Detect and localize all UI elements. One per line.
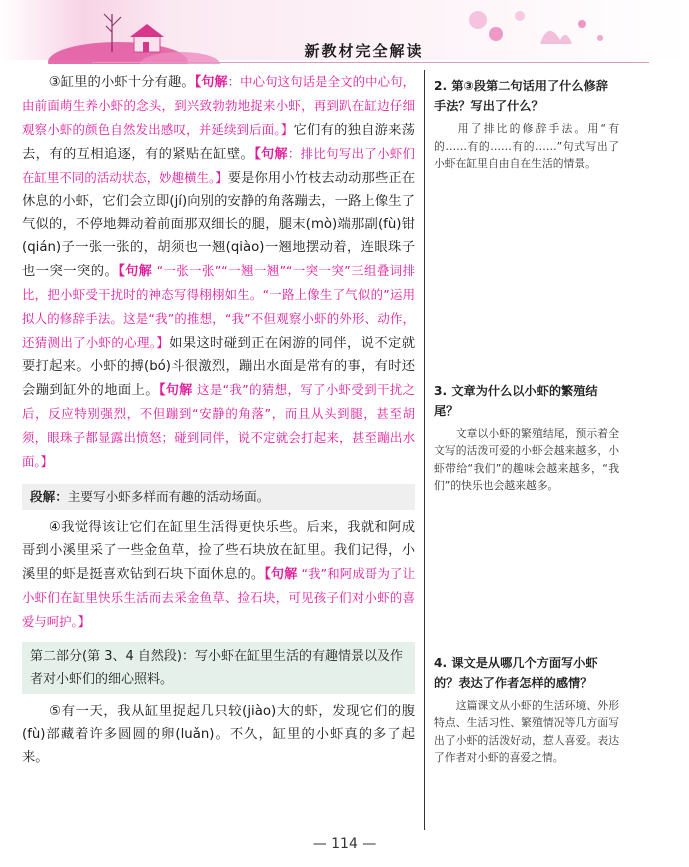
p3-text-2: 它们有的独自游来荡去，有的互相追逐，有的紧贴在缸壁。 (22, 123, 415, 162)
paragraph-summary (22, 484, 415, 510)
question-2-text: 2. 第③段第二句话用了什么修辞手法？写出了什么？ (434, 79, 608, 113)
header-rule (92, 62, 649, 63)
p4-note-tag-1: 【句解 (264, 567, 298, 582)
p3-note-tag-3: 【句解 (118, 264, 153, 279)
p4-note-1: “我”和阿成哥为了让小虾们在缸里快乐生活而去采金鱼草、捡石块，可见孩子们对小虾的喜爱与呵护。】 (22, 566, 415, 629)
summary-text: 主要写小虾多样而有趣的活动场面。 (67, 489, 270, 504)
side-question-3 (434, 381, 619, 495)
question-2-answer (434, 120, 619, 173)
paragraph-5 (22, 700, 415, 769)
paragraph-4 (22, 516, 415, 634)
book-title: 新教材完全解读 (304, 42, 424, 60)
side-question-4 (434, 653, 619, 767)
side-column (434, 76, 619, 821)
p5-text: ⑤有一天，我从缸里捉起几只较(jiào)大的虾，发现它们的腹(fù)部藏着许多圆圆的卵(luǎn)。不久，缸里的小虾真的多了起来。 (22, 704, 415, 765)
p3-text-3: 要是你用小竹枝去动动那些正在休息的小虾，它们会立即(jí)向别的安静的角落蹦去，一路上像生了气似的，不停地舞动着前面那双细长的腿，腿末(mò)端那副(fù)钳(qián)子一张一张的，胡须也一翘(qiào)一翘地摆动着，连眼珠子也一突一突的。 (22, 171, 415, 279)
p4-text-1: ④我觉得该让它们在缸里生活得更快乐些。后来，我就和阿成哥到小溪里采了一些金鱼草，捡了些石块放在缸里。我们记得，小溪里的虾是挺喜欢钻到石块下面休息的。 (22, 520, 415, 582)
summary-label: 段解： (30, 489, 68, 504)
p3-note-tag-4: 【句解 (159, 383, 193, 398)
p3-note-tag-1: 【句解 (194, 75, 228, 90)
p3-note-tag-2: 【句解 (254, 147, 288, 162)
page-number: — 114 — (312, 836, 377, 852)
p3-note-2: ：排比句写出了小虾们在缸里不同的活动状态，妙趣横生。】 (22, 146, 415, 185)
question-4-answer (434, 697, 619, 767)
question-3-answer-text: 文章以小虾的繁殖结尾，预示着全文写的活泼可爱的小虾会越来越多，小虾带给“我们”的趣味会越来越多，“我们”的快乐也会越来越多。 (434, 426, 619, 492)
question-4-answer-text: 这篇课文从小虾的生活环境、外形特点、生活习性、繁殖情况等几方面写出了小虾的活泼好动，惹人喜爱。表达了作者对小虾的喜爱之情。 (434, 698, 619, 764)
question-3-answer (434, 425, 619, 495)
p3-text-1: ③缸里的小虾十分有趣。 (48, 75, 195, 90)
column-divider (424, 70, 425, 830)
p3-note-3: “一张一张”“一翘一翘”“一突一突”三组叠词排比，把小虾受干扰时的神态写得栩栩如生。“一路上像生了气似的”运用拟人的修辞手法。这是“我”的推想，“我”不但观察小虾的外形、动作，还猜测出了小虾的心理。】 (22, 263, 415, 350)
paragraph-3 (22, 70, 415, 474)
p3-text-4: 如果这时碰到正在闲游的同伴，说不定就要打起来。小虾的搏(bó)斗很激烈，蹦出水面是常有的事，有时还会蹦到缸外的地面上。 (22, 336, 415, 398)
main-column (22, 70, 415, 830)
p3-note-1: ：中心句这句话是全文的中心句，由前面萌生养小虾的念头，到兴致勃勃地捉来小虾，再到趴在缸边仔细观察小虾的颜色自然发出感叹，并延续到后面。】 (22, 74, 415, 137)
page-header (0, 0, 689, 64)
question-2-answer-text: 用了排比的修辞手法。用“有的……有的……有的……”句式写出了小虾在缸里自由自在生活的情景。 (434, 122, 619, 170)
side-question-2 (434, 76, 619, 173)
part-two-heading: 第二部分(第 3、4 自然段)：写小虾在缸里生活的有趣情景以及作者对小虾们的细心照料。 (22, 642, 415, 694)
p3-note-4: 这是“我”的猜想，写了小虾受到干扰之后，反应特别强烈，不但蹦到“安静的角落”，而且从头到腿，甚至胡须，眼珠子都显露出愤怒；碰到同伴，说不定就会打起来，甚至蹦出水面。】 (22, 382, 415, 469)
question-3-text: 3. 文章为什么以小虾的繁殖结尾？ (434, 383, 598, 418)
question-4-text: 4. 课文是从哪几个方面写小虾的？表达了作者怎样的感情？ (434, 655, 598, 690)
